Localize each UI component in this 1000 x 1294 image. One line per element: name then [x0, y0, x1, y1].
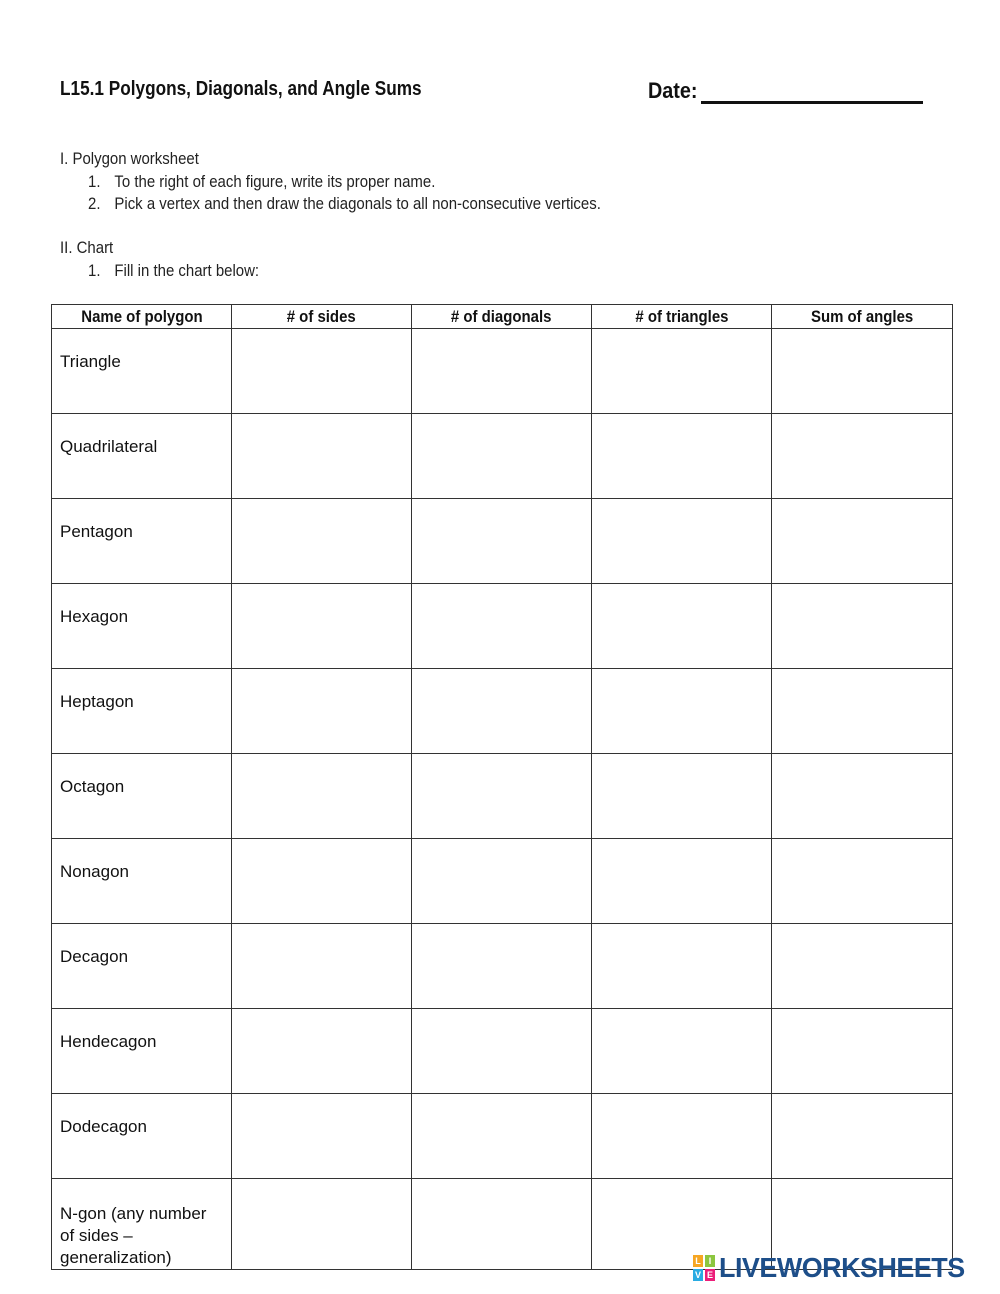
table-row [52, 754, 953, 839]
triangles-answer-cell[interactable] [592, 669, 772, 754]
row-name-cell: Decagon [52, 924, 232, 1009]
instruction-item [88, 261, 259, 281]
diagonals-answer-cell[interactable] [412, 499, 592, 584]
row-name-cell: Hendecagon [52, 1009, 232, 1094]
triangles-answer-cell[interactable] [592, 1094, 772, 1179]
table-row [52, 499, 953, 584]
diagonals-answer-cell[interactable] [412, 1094, 592, 1179]
triangles-answer-cell[interactable] [592, 499, 772, 584]
triangles-answer-cell[interactable] [592, 754, 772, 839]
table-row [52, 924, 953, 1009]
row-name-cell: Heptagon [52, 669, 232, 754]
angle-sum-answer-cell[interactable] [772, 329, 953, 414]
instruction-item [88, 194, 601, 214]
sides-answer-cell[interactable] [232, 669, 412, 754]
sides-answer-cell[interactable] [232, 1009, 412, 1094]
row-name-cell: Hexagon [52, 584, 232, 669]
column-header-triangles: # of triangles [592, 305, 772, 329]
row-name-cell: Dodecagon [52, 1094, 232, 1179]
row-name-cell [52, 1179, 232, 1270]
sides-answer-cell[interactable] [232, 584, 412, 669]
angle-sum-answer-cell[interactable] [772, 414, 953, 499]
section-2-heading: II. Chart [60, 238, 114, 257]
table-row [52, 584, 953, 669]
instruction-text: To the right of each figure, write its proper name. [114, 172, 436, 191]
diagonals-answer-cell[interactable] [412, 669, 592, 754]
row-name-cell: Octagon [52, 754, 232, 839]
logo-text: LIVEWORKSHEETS [719, 1252, 965, 1283]
diagonals-answer-cell[interactable] [412, 924, 592, 1009]
sides-answer-cell[interactable] [232, 499, 412, 584]
diagonals-answer-cell[interactable] [412, 414, 592, 499]
table-row [52, 414, 953, 499]
ngon-label-line: generalization) [60, 1248, 172, 1267]
ngon-label-line: N-gon (any number [60, 1204, 207, 1223]
angle-sum-answer-cell[interactable] [772, 499, 953, 584]
angle-sum-answer-cell[interactable] [772, 1094, 953, 1179]
instruction-number: 1. [88, 261, 101, 280]
logo-mark [693, 1255, 715, 1281]
sides-answer-cell[interactable] [232, 329, 412, 414]
logo-letter-e: E [706, 1270, 713, 1280]
instruction-text: Pick a vertex and then draw the diagonals to all non-consecutive vertices. [114, 194, 601, 213]
table-row [52, 1094, 953, 1179]
polygon-chart-table [51, 304, 953, 1270]
table-row [52, 1009, 953, 1094]
table-row [52, 669, 953, 754]
diagonals-answer-cell[interactable] [412, 584, 592, 669]
triangles-answer-cell[interactable] [592, 414, 772, 499]
instruction-number: 1. [88, 172, 101, 191]
triangles-answer-cell[interactable] [592, 1009, 772, 1094]
angle-sum-answer-cell[interactable] [772, 1009, 953, 1094]
table-row [52, 329, 953, 414]
column-header-sides: # of sides [232, 305, 412, 329]
angle-sum-answer-cell[interactable] [772, 754, 953, 839]
angle-sum-answer-cell[interactable] [772, 839, 953, 924]
row-name-cell: Quadrilateral [52, 414, 232, 499]
diagonals-answer-cell[interactable] [412, 329, 592, 414]
sides-answer-cell[interactable] [232, 414, 412, 499]
sides-answer-cell[interactable] [232, 1179, 412, 1270]
diagonals-answer-cell[interactable] [412, 754, 592, 839]
ngon-label-line: of sides – [60, 1226, 133, 1245]
diagonals-answer-cell[interactable] [412, 1009, 592, 1094]
angle-sum-answer-cell[interactable] [772, 669, 953, 754]
table-header-row [52, 305, 953, 329]
diagonals-answer-cell[interactable] [412, 839, 592, 924]
triangles-answer-cell[interactable] [592, 329, 772, 414]
instruction-text: Fill in the chart below: [114, 261, 260, 280]
column-header-diagonals: # of diagonals [412, 305, 592, 329]
row-name-cell: Triangle [52, 329, 232, 414]
column-header-angle-sum: Sum of angles [772, 305, 953, 329]
sides-answer-cell[interactable] [232, 924, 412, 1009]
triangles-answer-cell[interactable] [592, 584, 772, 669]
page-title: L15.1 Polygons, Diagonals, and Angle Sums [60, 78, 422, 100]
angle-sum-answer-cell[interactable] [772, 924, 953, 1009]
sides-answer-cell[interactable] [232, 1094, 412, 1179]
angle-sum-answer-cell[interactable] [772, 584, 953, 669]
logo-letter-l: L [693, 1255, 703, 1267]
date-field[interactable] [648, 78, 923, 104]
row-name-cell: Nonagon [52, 839, 232, 924]
instruction-number: 2. [88, 194, 101, 213]
triangles-answer-cell[interactable] [592, 839, 772, 924]
table-row [52, 839, 953, 924]
logo-letter-i: I [705, 1255, 715, 1267]
row-name-cell: Pentagon [52, 499, 232, 584]
date-blank-line[interactable] [701, 81, 923, 104]
logo-letter-v: V [694, 1270, 701, 1280]
section-1-heading: I. Polygon worksheet [60, 149, 199, 168]
sides-answer-cell[interactable] [232, 754, 412, 839]
column-header-name: Name of polygon [52, 305, 232, 329]
instruction-item [88, 172, 435, 192]
liveworksheets-logo [693, 1252, 975, 1284]
triangles-answer-cell[interactable] [592, 924, 772, 1009]
diagonals-answer-cell[interactable] [412, 1179, 592, 1270]
sides-answer-cell[interactable] [232, 839, 412, 924]
date-label: Date: [648, 78, 698, 103]
